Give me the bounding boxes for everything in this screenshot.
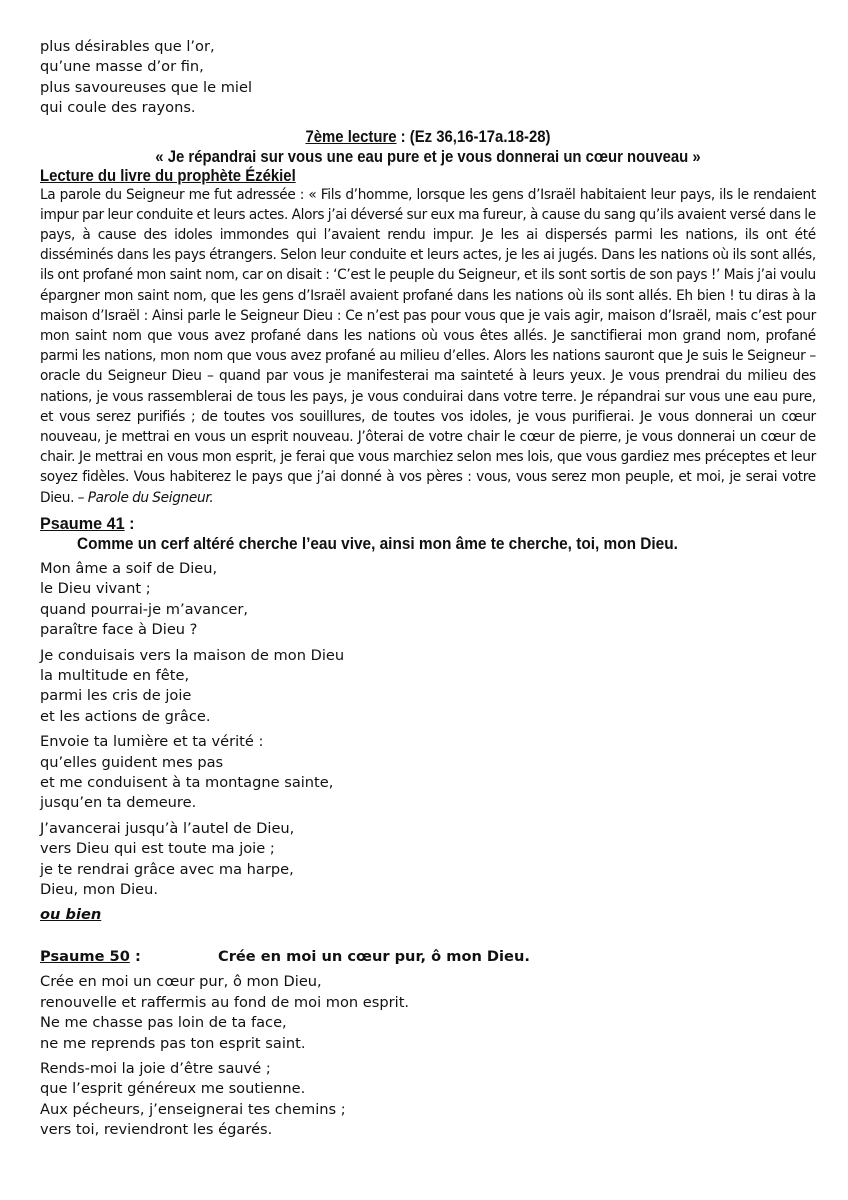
verse-line: vers Dieu qui est toute ma joie ; [40,840,275,858]
verse-line: parmi les cris de joie [40,687,192,705]
reading-closing: Parole du Seigneur. [87,489,214,506]
verse-line: plus savoureuses que le miel [40,78,253,96]
verse-line: Crée en moi un cœur pur, ô mon Dieu, [40,973,322,991]
psalm41-stanza [40,559,816,641]
verse-line: Ne me chasse pas loin de ta face, [40,1014,287,1032]
verse-line: J’avancerai jusqu’à l’autel de Dieu, [40,819,295,837]
psalm41-stanza [40,646,816,728]
verse-line: Aux pécheurs, j’enseignerai tes chemins ; [40,1100,346,1118]
psalm50-heading [40,947,816,967]
reading-source: Lecture du livre du prophète Ézékiel [40,166,296,185]
document-page [40,37,816,1146]
verse-line: Rends-moi la joie d’être sauvé ; [40,1060,271,1077]
psalm50-label: Psaume 50 [40,948,130,966]
verse-line: quand pourrai-je m’avancer, [40,600,248,618]
psalm50-colon: : [129,948,141,966]
verse-line: paraître face à Dieu ? [40,621,198,639]
verse-line: je te rendrai grâce avec ma harpe, [40,860,294,878]
psalm41-stanza [40,819,816,901]
reading-title-ref: : (Ez 36,16-17a.18-28) [396,127,551,146]
psalm41-heading [40,514,816,534]
verse-line: Envoie ta lumière et ta vérité : [40,733,264,751]
verse-line: et me conduisent à ta montagne sainte, [40,773,334,791]
verse-line: la multitude en fête, [40,666,190,684]
reading-title-label: 7ème lecture [305,127,397,146]
psalm41-stanza [40,732,816,814]
reading-title [71,127,785,147]
verse-line: et les actions de grâce. [40,707,211,725]
psalm50-label-group [40,947,141,967]
verse-line: renouvelle et raffermis au fond de moi mon esprit. [40,993,410,1011]
verse-line: vers toi, reviendront les égarés. [40,1121,273,1139]
psalm41-label: Psaume 41 [40,514,125,533]
verse-line: Mon âme a soif de Dieu, [40,559,218,577]
psalm50-stanza [40,1059,816,1141]
verse-line: qu’une masse d’or fin, [40,58,204,76]
intro-verse [40,37,816,119]
verse-line: jusqu’en ta demeure. [40,794,197,812]
psalm41-refrain: Comme un cerf altéré cherche l’eau vive, ainsi mon âme te cherche, toi, mon Dieu. [77,534,678,553]
alternative-label: ou bien [40,906,102,924]
verse-line: Dieu, mon Dieu. [40,880,158,898]
psalm50-refrain: Crée en moi un cœur pur, ô mon Dieu. [218,948,530,966]
verse-line: le Dieu vivant ; [40,580,151,598]
verse-line: plus désirables que l’or, [40,38,215,55]
verse-line: que l’esprit généreux me soutienne. [40,1080,306,1098]
psalm50-stanza [40,972,816,1054]
verse-line: qu’elles guident mes pas [40,753,224,771]
verse-line: qui coule des rayons. [40,99,196,117]
verse-line: Je conduisais vers la maison de mon Dieu [40,646,345,664]
reading-subtitle: « Je répandrai sur vous une eau pure et je vous donnerai un cœur nouveau » [155,147,701,166]
psalm41-colon: : [124,514,135,533]
verse-line: ne me reprends pas ton esprit saint. [40,1034,306,1052]
reading-text [40,185,816,508]
reading-body: La parole du Seigneur me fut adressée : « Fils d’homme, lorsque les gens d’Israël habitaient leur pays, ils le rendaient impur par leur conduite et leurs actes. Alors j’ai déversé sur eux ma fureur, à cause du sang qu’ils avaient versé dans le pays, à cause des idoles immondes qui l’avaient rendu impur. Je les ai dispersés parmi les nations, ils ont été disséminés dans les pays étrangers. Selon leur conduite et leurs actes, je les ai jugés. Dans les nations où ils sont allés, ils ont profané mon saint nom, car on disait : ‘C’est le peuple du Seigneur, et ils sont sortis de son pays !’ Mais j’ai voulu épargner mon saint nom, que les gens d’Israël avaient profané dans les nations où ils sont allés. Eh bien ! tu diras à la maison d’Israël : Ainsi parle le Seigneur Dieu : Ce n’est pas pour vous que je vais agir, maison d’Israël, mais c’est pour mon saint nom que vous avez profané dans les nations où vous êtes allés. Je sanctifierai mon grand nom, profané parmi les nations, mon nom que vous avez profané au milieu d’elles. Alors les nations sauront que Je suis le Seigneur – oracle du Seigneur Dieu – quand par vous je manifesterai ma sainteté à leurs yeux. Je vous prendrai du milieu des nations, je vous rassemblerai de tous les pays, je vous conduirai dans votre terre. Je répandrai sur vous une eau pure, et vous serez purifiés ; de toutes vos souillures, de toutes vos idoles, je vous purifierai. Je vous donnerai un cœur nouveau, je mettrai en vous un esprit nouveau. J’ôterai de votre chair le cœur de pierre, je vous donnerai un cœur de chair. Je mettrai en vous mon esprit, je ferai que vous marchiez selon mes lois, que vous gardiez mes préceptes et leur soyez fidèles. Vous habiterez le pays que j’ai donné à vos pères : vous, vous serez mon peuple, et moi, je serai votre Dieu. – [40,186,816,506]
